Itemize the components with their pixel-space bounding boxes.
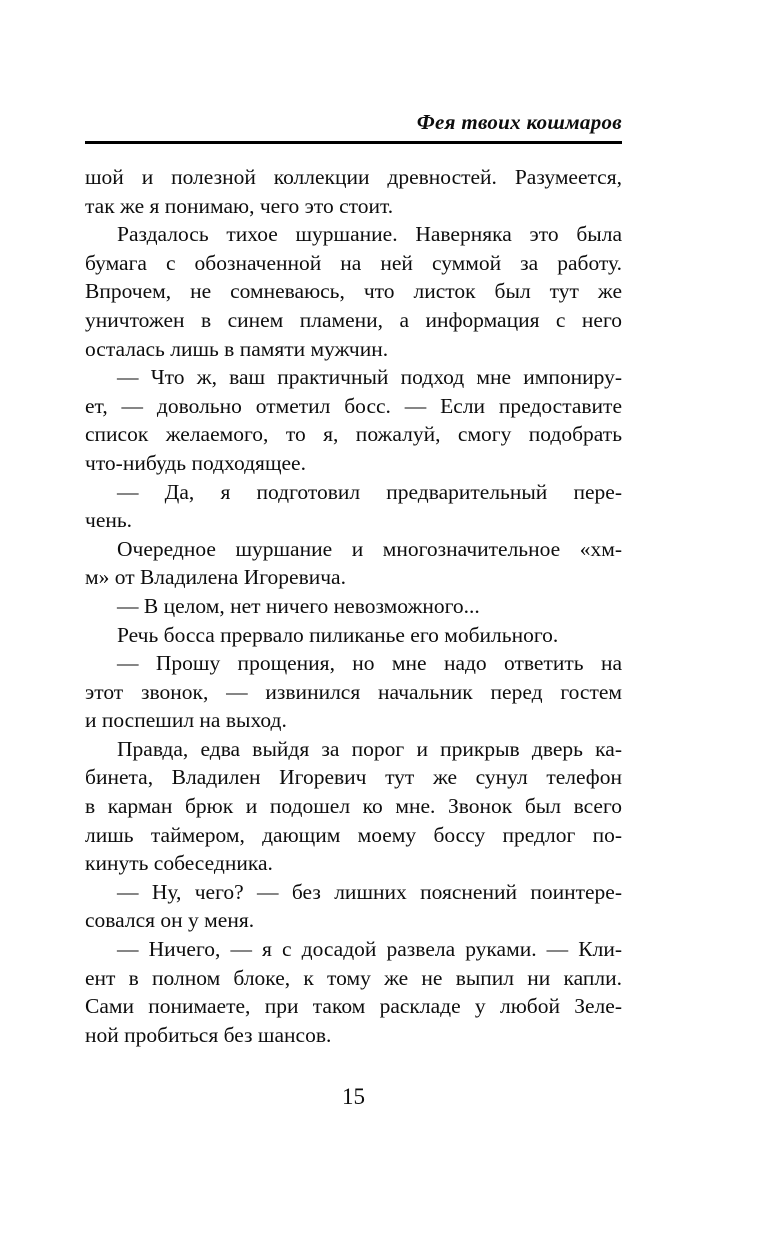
text-line: ент в полном блоке, к тому же не выпил ни капли.	[85, 965, 622, 990]
book-page-text	[85, 163, 622, 1049]
text-line: ет, — довольно отметил босс. — Если предоставите	[85, 393, 622, 418]
text-line: Речь босса прервало пиликанье его мобильного.	[117, 622, 559, 647]
text-line: бумага с обозначенной на ней суммой за работу.	[85, 250, 622, 275]
text-line: кинуть собеседника.	[85, 851, 273, 876]
text-line: Раздалось тихое шуршание. Наверняка это была	[117, 222, 622, 247]
text-line: м» от Владилена Игоревича.	[85, 565, 346, 590]
text-line: Правда, едва выйдя за порог и прикрыв дверь ка-	[117, 736, 622, 761]
text-line: — Ну, чего? — без лишних пояснений поинтере-	[117, 879, 622, 904]
text-line: уничтожен в синем пламени, а информация с него	[85, 307, 622, 332]
text-line: — Что ж, ваш практичный подход мне импониру-	[117, 365, 622, 390]
text-line: ной пробиться без шансов.	[85, 1022, 332, 1047]
text-line: и поспешил на выход.	[85, 708, 287, 733]
text-line: Очередное шуршание и многозначительное «хм-	[117, 536, 622, 561]
text-line: — Прошу прощения, но мне надо ответить на	[117, 651, 622, 676]
text-line: Впрочем, не сомневаюсь, что листок был тут же	[85, 279, 622, 304]
text-line: список желаемого, то я, пожалуй, смогу подобрать	[85, 422, 622, 447]
text-line: бинета, Владилен Игоревич тут же сунул телефон	[85, 765, 622, 790]
text-line: — В целом, нет ничего невозможного...	[117, 593, 480, 618]
page-number: 15	[342, 1084, 365, 1109]
text-line: совался он у меня.	[85, 908, 255, 933]
text-line: Сами понимаете, при таком раскладе у любой Зеле-	[85, 994, 622, 1019]
header-divider	[85, 141, 622, 144]
running-header-title: Фея твоих кошмаров	[416, 110, 622, 134]
text-line: лишь таймером, дающим моему боссу предлог по-	[85, 822, 622, 847]
text-line: так же я понимаю, чего это стоит.	[85, 193, 394, 218]
text-line: что-нибудь подходящее.	[85, 450, 306, 475]
text-line: — Ничего, — я с досадой развела руками. — Кли-	[117, 937, 622, 962]
text-line: этот звонок, — извинился начальник перед гостем	[85, 679, 622, 704]
text-line: — Да, я подготовил предварительный пере-	[117, 479, 622, 504]
text-line: чень.	[85, 508, 133, 533]
text-line: осталась лишь в памяти мужчин.	[85, 336, 389, 361]
text-line: в карман брюк и подошел ко мне. Звонок был всего	[85, 794, 622, 819]
text-line: шой и полезной коллекции древностей. Разумеется,	[85, 165, 622, 189]
